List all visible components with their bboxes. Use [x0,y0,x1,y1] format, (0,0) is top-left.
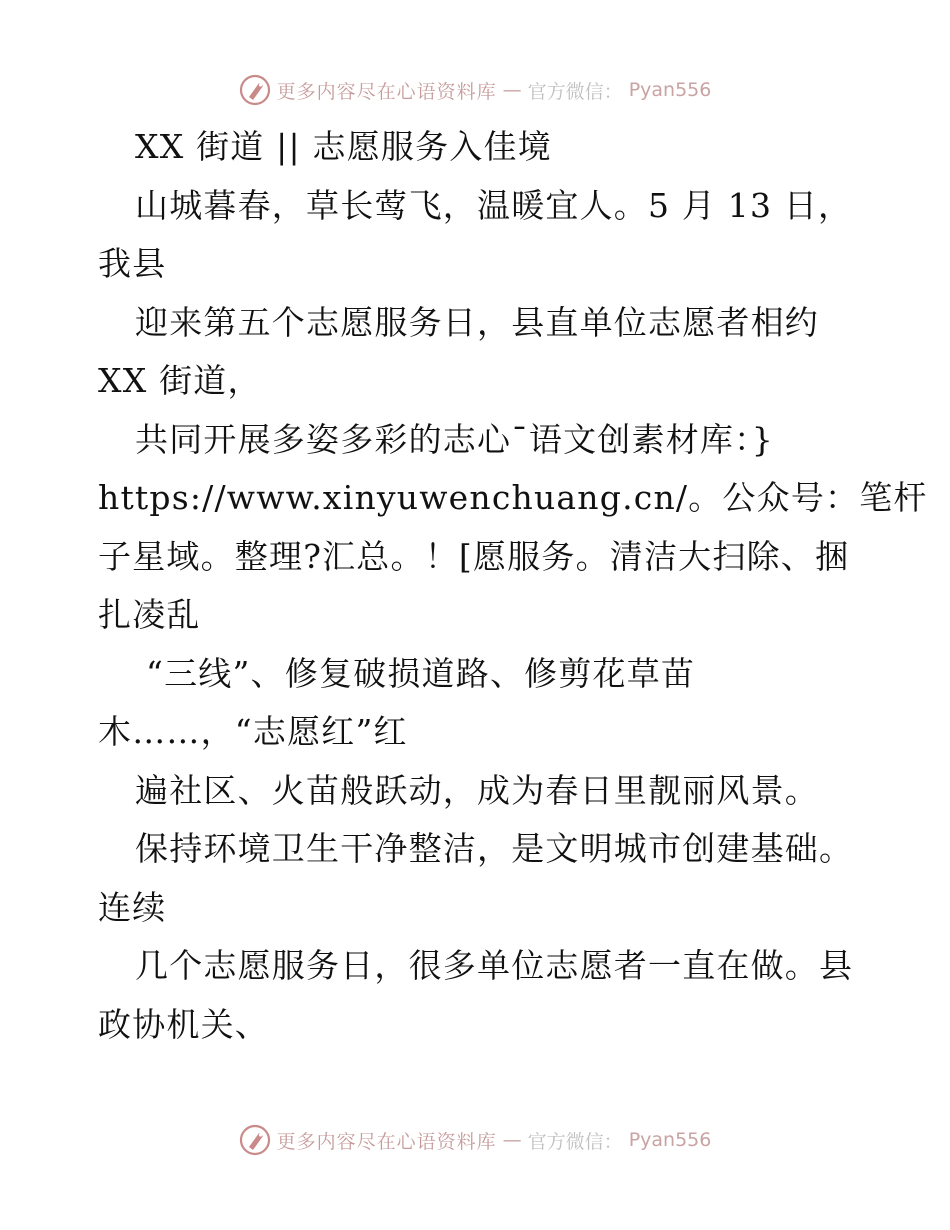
footer-watermark [0,1120,950,1160]
text-line: 几个志愿服务日，很多单位志愿者一直在做。县 [135,946,854,985]
watermark-text: 更多内容尽在心语资料库 [276,1130,497,1153]
text-line: 迎来第五个志愿服务日，县直单位志愿者相约 [135,302,819,342]
watermark-label: 官方微信： [527,80,623,103]
watermark-text: 更多内容尽在心语资料库 [276,80,497,103]
header-watermark [0,70,950,110]
watermark-separator: — [502,79,522,101]
watermark-id: Pyan556 [628,1129,712,1151]
watermark-separator: — [502,1129,522,1151]
text-line: 共同开展多姿多彩的志心¯语文创素材库：} [135,419,774,459]
text-line: 遍社区、火苗般跃动，成为春日里靓丽风景。 [135,770,819,810]
text-line: 木……，“志愿红”红 [98,712,408,751]
text-line: 扎凌乱 [98,595,201,634]
text-line: https://www.xinyuwenchuang.cn/。公众号：笔杆 [98,478,928,517]
document-title: XX 街道 || 志愿服务入佳境 [135,127,552,166]
text-line: 子星域。整理?汇总。！[愿服务。清洁大扫除、捆 [98,536,850,576]
pen-nib-logo-icon [239,74,271,106]
document-body [98,118,928,1054]
text-line: “三线”、修复破损道路、修剪花草苗 [146,653,696,693]
watermark-label: 官方微信： [527,1130,623,1153]
text-line: 保持环境卫生干净整洁，是文明城市创建基础。 [135,829,854,868]
pen-nib-logo-icon [239,1124,271,1156]
text-line: 我县 [98,244,167,283]
text-line: XX 街道， [98,361,262,400]
watermark-id: Pyan556 [628,79,712,101]
text-line: 连续 [98,887,167,927]
text-line: 山城暮春，草长莺飞，温暖宜人。5 月 13 日， [135,185,853,225]
text-line: 政协机关、 [98,1004,269,1044]
